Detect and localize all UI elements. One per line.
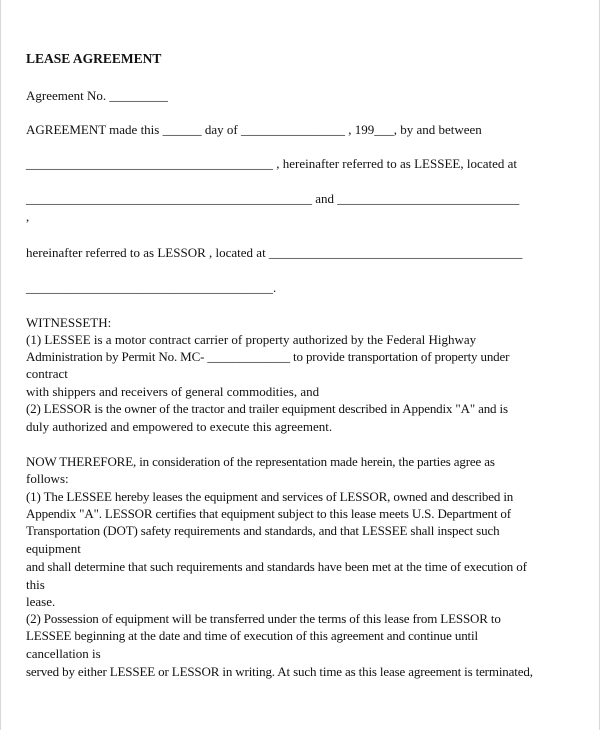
body-line: and shall determine that such requirements and standards have been met at the time of execution of [26,559,527,574]
agreement-date-line: AGREEMENT made this ______ day of ________________ , 199___, by and between [26,122,482,137]
body-line: cancellation is [26,646,101,661]
body-line: follows: [26,471,69,486]
now-therefore-line: NOW THEREFORE, in consideration of the representation made herein, the parties agree as [26,454,495,469]
body-line: equipment [26,541,81,556]
body-line: LESSEE beginning at the date and time of execution of this agreement and continue until [26,628,478,643]
body-line: Appendix "A". LESSOR certifies that equipment subject to this lease meets U.S. Department of [26,506,511,521]
location-and-line: ____________________________________________ and ____________________________ [26,191,520,206]
body-line: contract [26,366,68,381]
agreement-number-line: Agreement No. _________ [26,88,168,103]
lessee-line: ______________________________________ , hereinafter referred to as LESSEE, located at [26,156,517,171]
comma-line: , [26,209,30,224]
body-line: served by either LESSEE or LESSOR in writing. At such time as this lease agreement is terminated, [26,664,533,679]
body-line: (1) LESSEE is a motor contract carrier of property authorized by the Federal Highway [26,332,477,347]
body-line: (2) Possession of equipment will be transferred under the terms of this lease from LESSOR to [26,611,501,626]
document-title: LEASE AGREEMENT [26,51,162,66]
body-line: duly authorized and empowered to execute this agreement. [26,419,333,434]
lessor-location-line: ______________________________________. [26,280,277,295]
witnesseth-heading: WITNESSETH: [26,315,112,330]
body-line: lease. [26,594,56,609]
body-line: Transportation (DOT) safety requirements and standards, and that LESSEE shall inspect such [26,523,500,538]
body-line: (1) The LESSEE hereby leases the equipment and services of LESSOR, owned and described in [26,489,514,504]
lessor-line: hereinafter referred to as LESSOR , located at _______________________________________ [26,245,523,260]
body-line: Administration by Permit No. MC- _____________ to provide transportation of property under [26,349,510,364]
body-line: this [26,577,45,592]
body-line: (2) LESSOR is the owner of the tractor and trailer equipment described in Appendix "A" and is [26,401,508,416]
body-line: with shippers and receivers of general commodities, and [26,384,320,399]
